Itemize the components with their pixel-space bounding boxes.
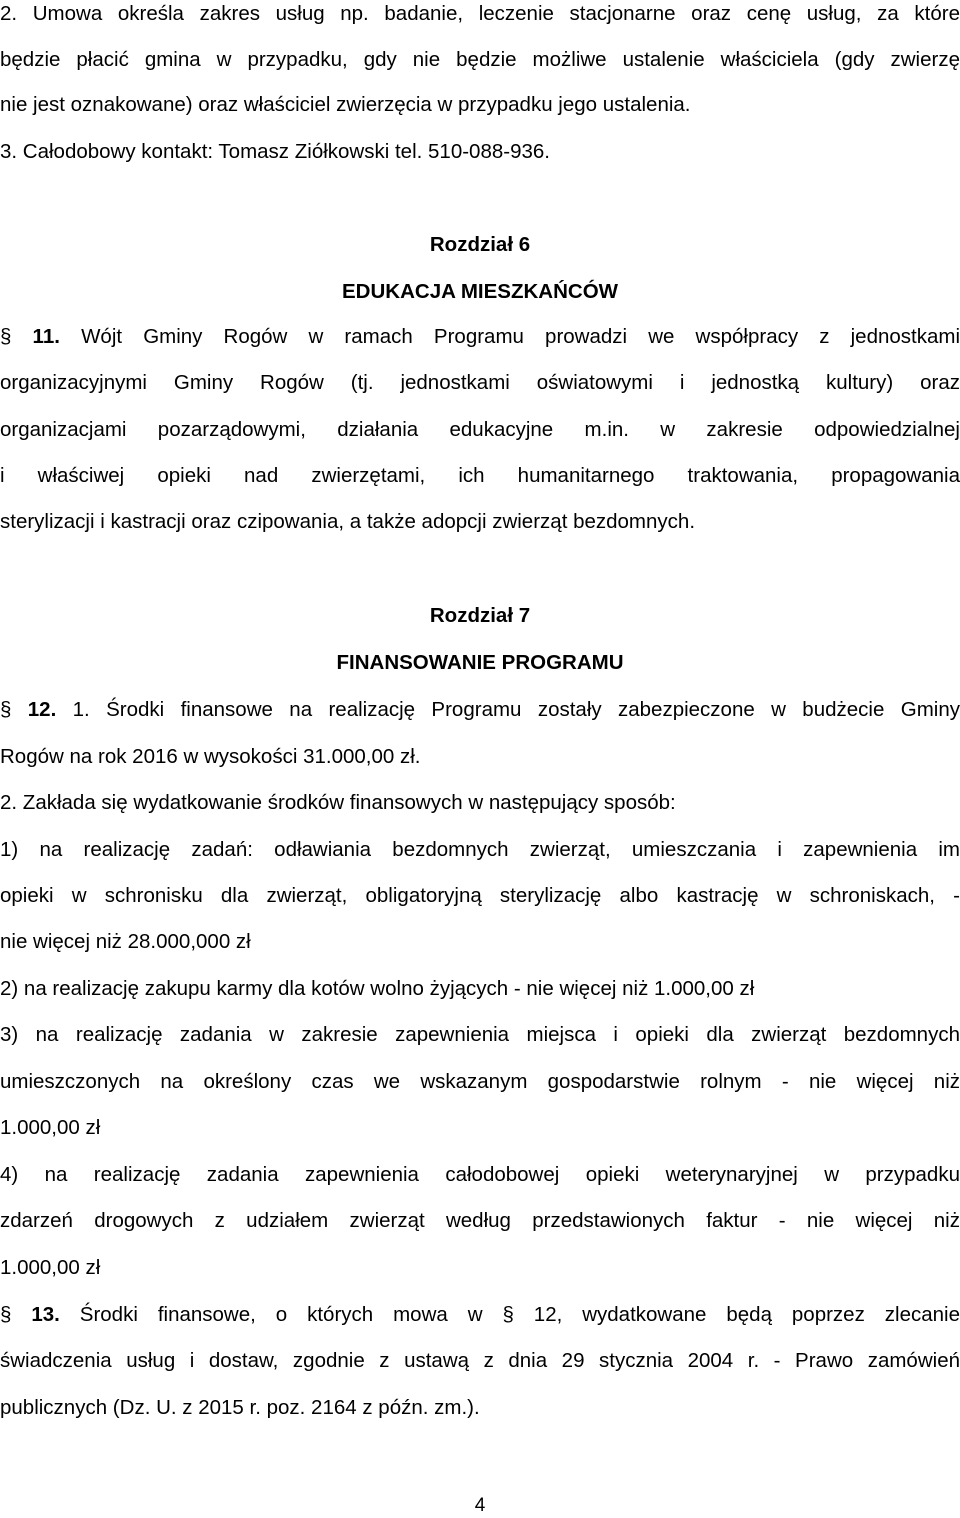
section-mark: § bbox=[0, 698, 12, 721]
chapter-7-title: FINANSOWANIE PROGRAMU bbox=[336, 651, 624, 674]
section-12-first-line bbox=[0, 697, 960, 723]
paragraph-line: 2. Zakłada się wydatkowanie środków finansowych w następujący sposób: bbox=[0, 791, 676, 814]
paragraph-line: świadczenia usług i dostaw, zgodnie z ustawą z dnia 29 stycznia 2004 r. - Prawo zamówień bbox=[0, 1349, 960, 1372]
paragraph-line: publicznych (Dz. U. z 2015 r. poz. 2164 z późn. zm.). bbox=[0, 1396, 480, 1419]
paragraph-line: Rogów na rok 2016 w wysokości 31.000,00 zł. bbox=[0, 745, 421, 768]
list-item-line: 1) na realizację zadań: odławiania bezdomnych zwierząt, umieszczania i zapewnienia im bbox=[0, 838, 960, 861]
list-item-line: 2) na realizację zakupu karmy dla kotów wolno żyjących - nie więcej niż 1.000,00 zł bbox=[0, 977, 755, 1000]
section-number: 13. bbox=[31, 1303, 60, 1326]
list-item-line: nie więcej niż 28.000,000 zł bbox=[0, 930, 251, 953]
list-item-line: 3) na realizację zadania w zakresie zapewnienia miejsca i opieki dla zwierząt bezdomnych bbox=[0, 1023, 960, 1046]
chapter-6-heading: Rozdział 6 bbox=[429, 233, 531, 256]
section-mark: § bbox=[0, 325, 12, 348]
contact-line: 3. Całodobowy kontakt: Tomasz Ziółkowski tel. 510-088-936. bbox=[0, 140, 550, 163]
list-item-line: 4) na realizację zadania zapewnienia całodobowej opieki weterynaryjnej w przypadku bbox=[0, 1163, 960, 1186]
list-item-line: opieki w schronisku dla zwierząt, obligatoryjną sterylizację albo kastrację w schroniskach, - bbox=[0, 884, 960, 907]
section-text: Wójt Gminy Rogów w ramach Programu prowadzi we współpracy z jednostkami bbox=[81, 325, 960, 348]
section-text: 1. Środki finansowe na realizację Programu zostały zabezpieczone w budżecie Gminy bbox=[72, 698, 960, 721]
section-11-first-line bbox=[0, 324, 960, 350]
section-number: 12. bbox=[27, 698, 57, 721]
list-item-line: 1.000,00 zł bbox=[0, 1116, 101, 1139]
list-item-line: zdarzeń drogowych z udziałem zwierząt według przedstawionych faktur - nie więcej niż bbox=[0, 1209, 960, 1232]
section-text: Środki finansowe, o których mowa w § 12, wydatkowane będą poprzez zlecanie bbox=[79, 1303, 960, 1326]
section-13-first-line bbox=[0, 1302, 960, 1328]
page-number: 4 bbox=[474, 1495, 486, 1516]
list-item-line: umieszczonych na określony czas we wskazanym gospodarstwie rolnym - nie więcej niż bbox=[0, 1070, 960, 1093]
paragraph-line: i właściwej opieki nad zwierzętami, ich humanitarnego traktowania, propagowania bbox=[0, 464, 960, 487]
paragraph-line: organizacjami pozarządowymi, działania edukacyjne m.in. w zakresie odpowiedzialnej bbox=[0, 418, 960, 441]
intro-line: 2. Umowa określa zakres usług np. badanie, leczenie stacjonarne oraz cenę usług, za które bbox=[0, 2, 960, 25]
chapter-6-title: EDUKACJA MIESZKAŃCÓW bbox=[342, 280, 618, 303]
section-number: 11. bbox=[32, 325, 60, 348]
intro-line: nie jest oznakowane) oraz właściciel zwierzęcia w przypadku jego ustalenia. bbox=[0, 93, 691, 116]
list-item-line: 1.000,00 zł bbox=[0, 1256, 101, 1279]
paragraph-line: organizacyjnymi Gminy Rogów (tj. jednostkami oświatowymi i jednostką kultury) oraz bbox=[0, 371, 960, 394]
section-mark: § bbox=[0, 1303, 12, 1326]
paragraph-line: sterylizacji i kastracji oraz czipowania, a także adopcji zwierząt bezdomnych. bbox=[0, 510, 696, 533]
intro-line: będzie płacić gmina w przypadku, gdy nie będzie możliwe ustalenie właściciela (gdy zwierzę bbox=[0, 48, 960, 71]
chapter-7-heading: Rozdział 7 bbox=[429, 604, 531, 627]
